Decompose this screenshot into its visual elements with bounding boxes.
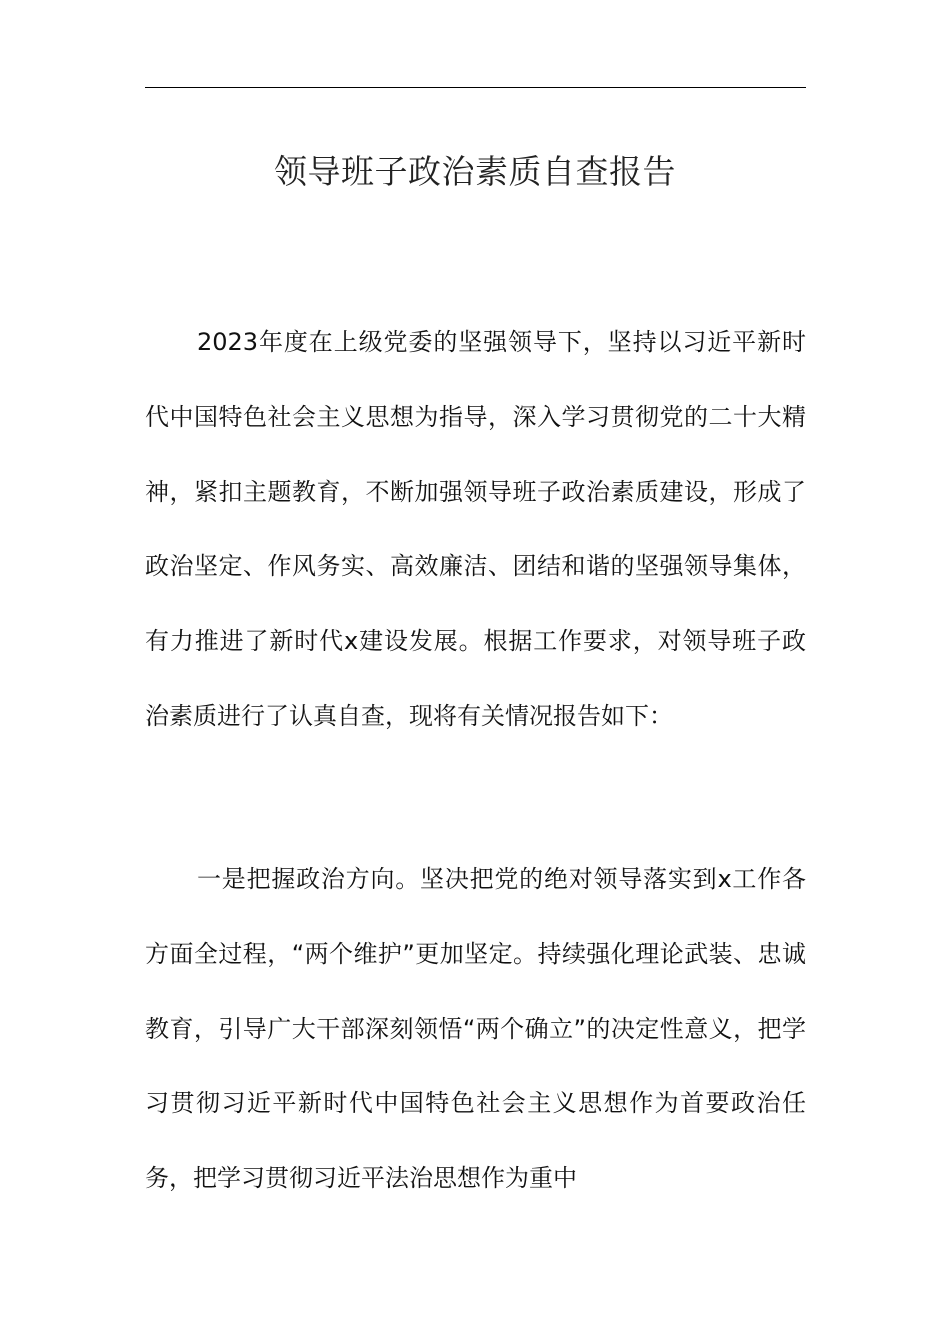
document-title: 领导班子政治素质自查报告 xyxy=(274,152,676,191)
paragraph-intro: 2023年度在上级党委的坚强领导下，坚持以习近平新时代中国特色社会主义思想为指导，深入学习贯彻党的二十大精神，紧扣主题教育，不断加强领导班子政治素质建设，形成了政治坚定、作风务实、高效廉洁、团结和谐的坚强领导集体，有力推进了新时代x建设发展。根据工作要求，对领导班子政治素质进行了认真自查，现将有关情况报告如下： xyxy=(145,328,806,730)
header-rule xyxy=(145,87,806,88)
paragraph-political-direction: 一是把握政治方向。坚决把党的绝对领导落实到x工作各方面全过程，“两个维护”更加坚定。持续强化理论武装、忠诚教育，引导广大干部深刻领悟“两个确立”的决定性意义，把学习贯彻习近平新时代中国特色社会主义思想作为首要政治任务，把学习贯彻习近平法治思想作为重中 xyxy=(145,865,806,1193)
